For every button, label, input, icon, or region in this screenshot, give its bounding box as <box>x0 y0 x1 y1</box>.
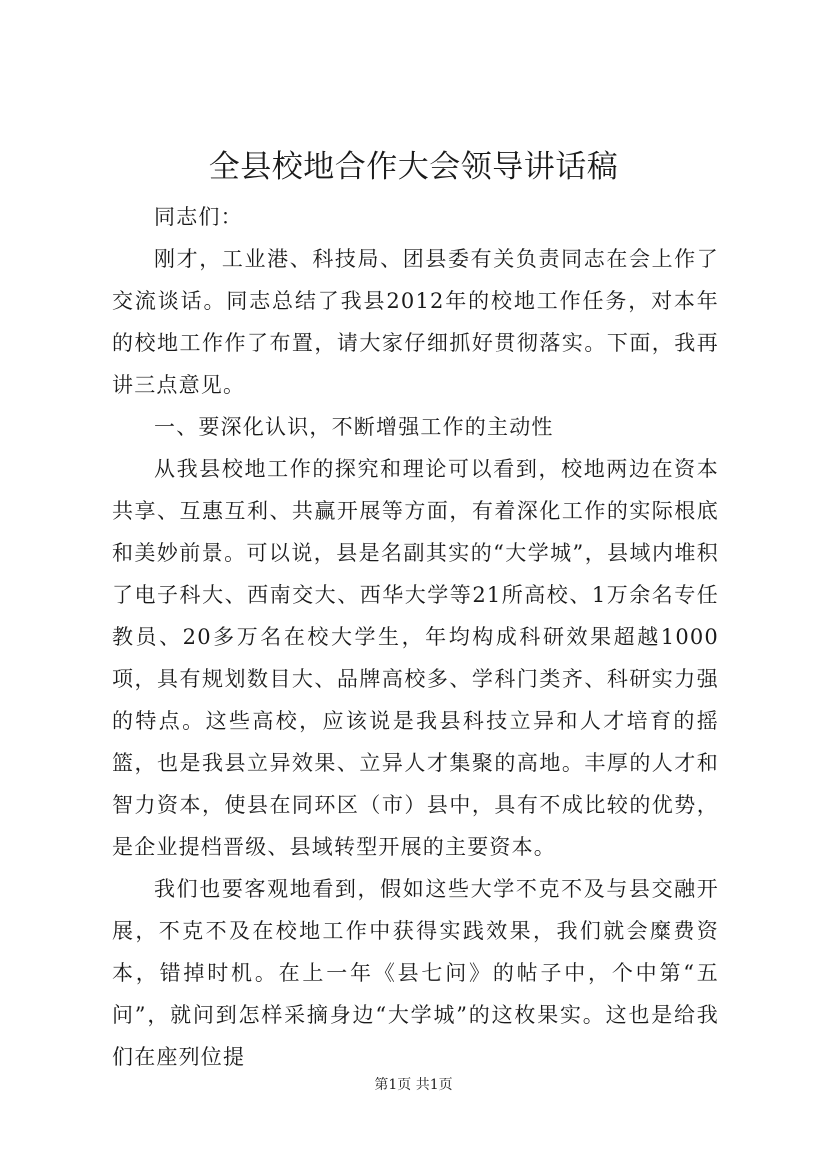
section-heading: 一、要深化认识，不断增强工作的主动性 <box>154 415 554 439</box>
body-paragraph: 我们也要客观地看到，假如这些大学不克不及与县交融开展，不克不及在校地工作中获得实践效果，我们就会糜费资本，错掉时机。在上一年《县七问》的帖子中，个中第“五问”，就问到怎样采摘身边“大学城”的这枚果实。这也是给我们在座列位提 <box>112 877 719 1069</box>
page-footer: 第1页 共1页 <box>374 1077 453 1093</box>
salutation: 同志们： <box>154 205 243 229</box>
body-paragraph: 从我县校地工作的探究和理论可以看到，校地两边在资本共享、互惠互利、共赢开展等方面，有着深化工作的实际根底和美妙前景。可以说，县是名副其实的“大学城”，县域内堆积了电子科大、西南交大、西华大学等21所高校、1万余名专任教员、20多万名在校大学生，年均构成科研效果超越1000项，具有规划数目大、品牌高校多、学科门类齐、科研实力强的特点。这些高校，应该说是我县科技立异和人才培育的摇篮，也是我县立异效果、立异人才集聚的高地。丰厚的人才和智力资本，使县在同环区（市）县中，具有不成比较的优势，是企业提档晋级、县域转型开展的主要资本。 <box>112 457 719 859</box>
intro-paragraph: 刚才，工业港、科技局、团县委有关负责同志在会上作了交流谈话。同志总结了我县2012年的校地工作任务，对本年的校地工作作了布置，请大家仔细抓好贯彻落实。下面，我再讲三点意见。 <box>112 247 719 397</box>
document-body <box>112 196 719 1078</box>
document-title: 全县校地合作大会领导讲话稿 <box>208 149 619 185</box>
